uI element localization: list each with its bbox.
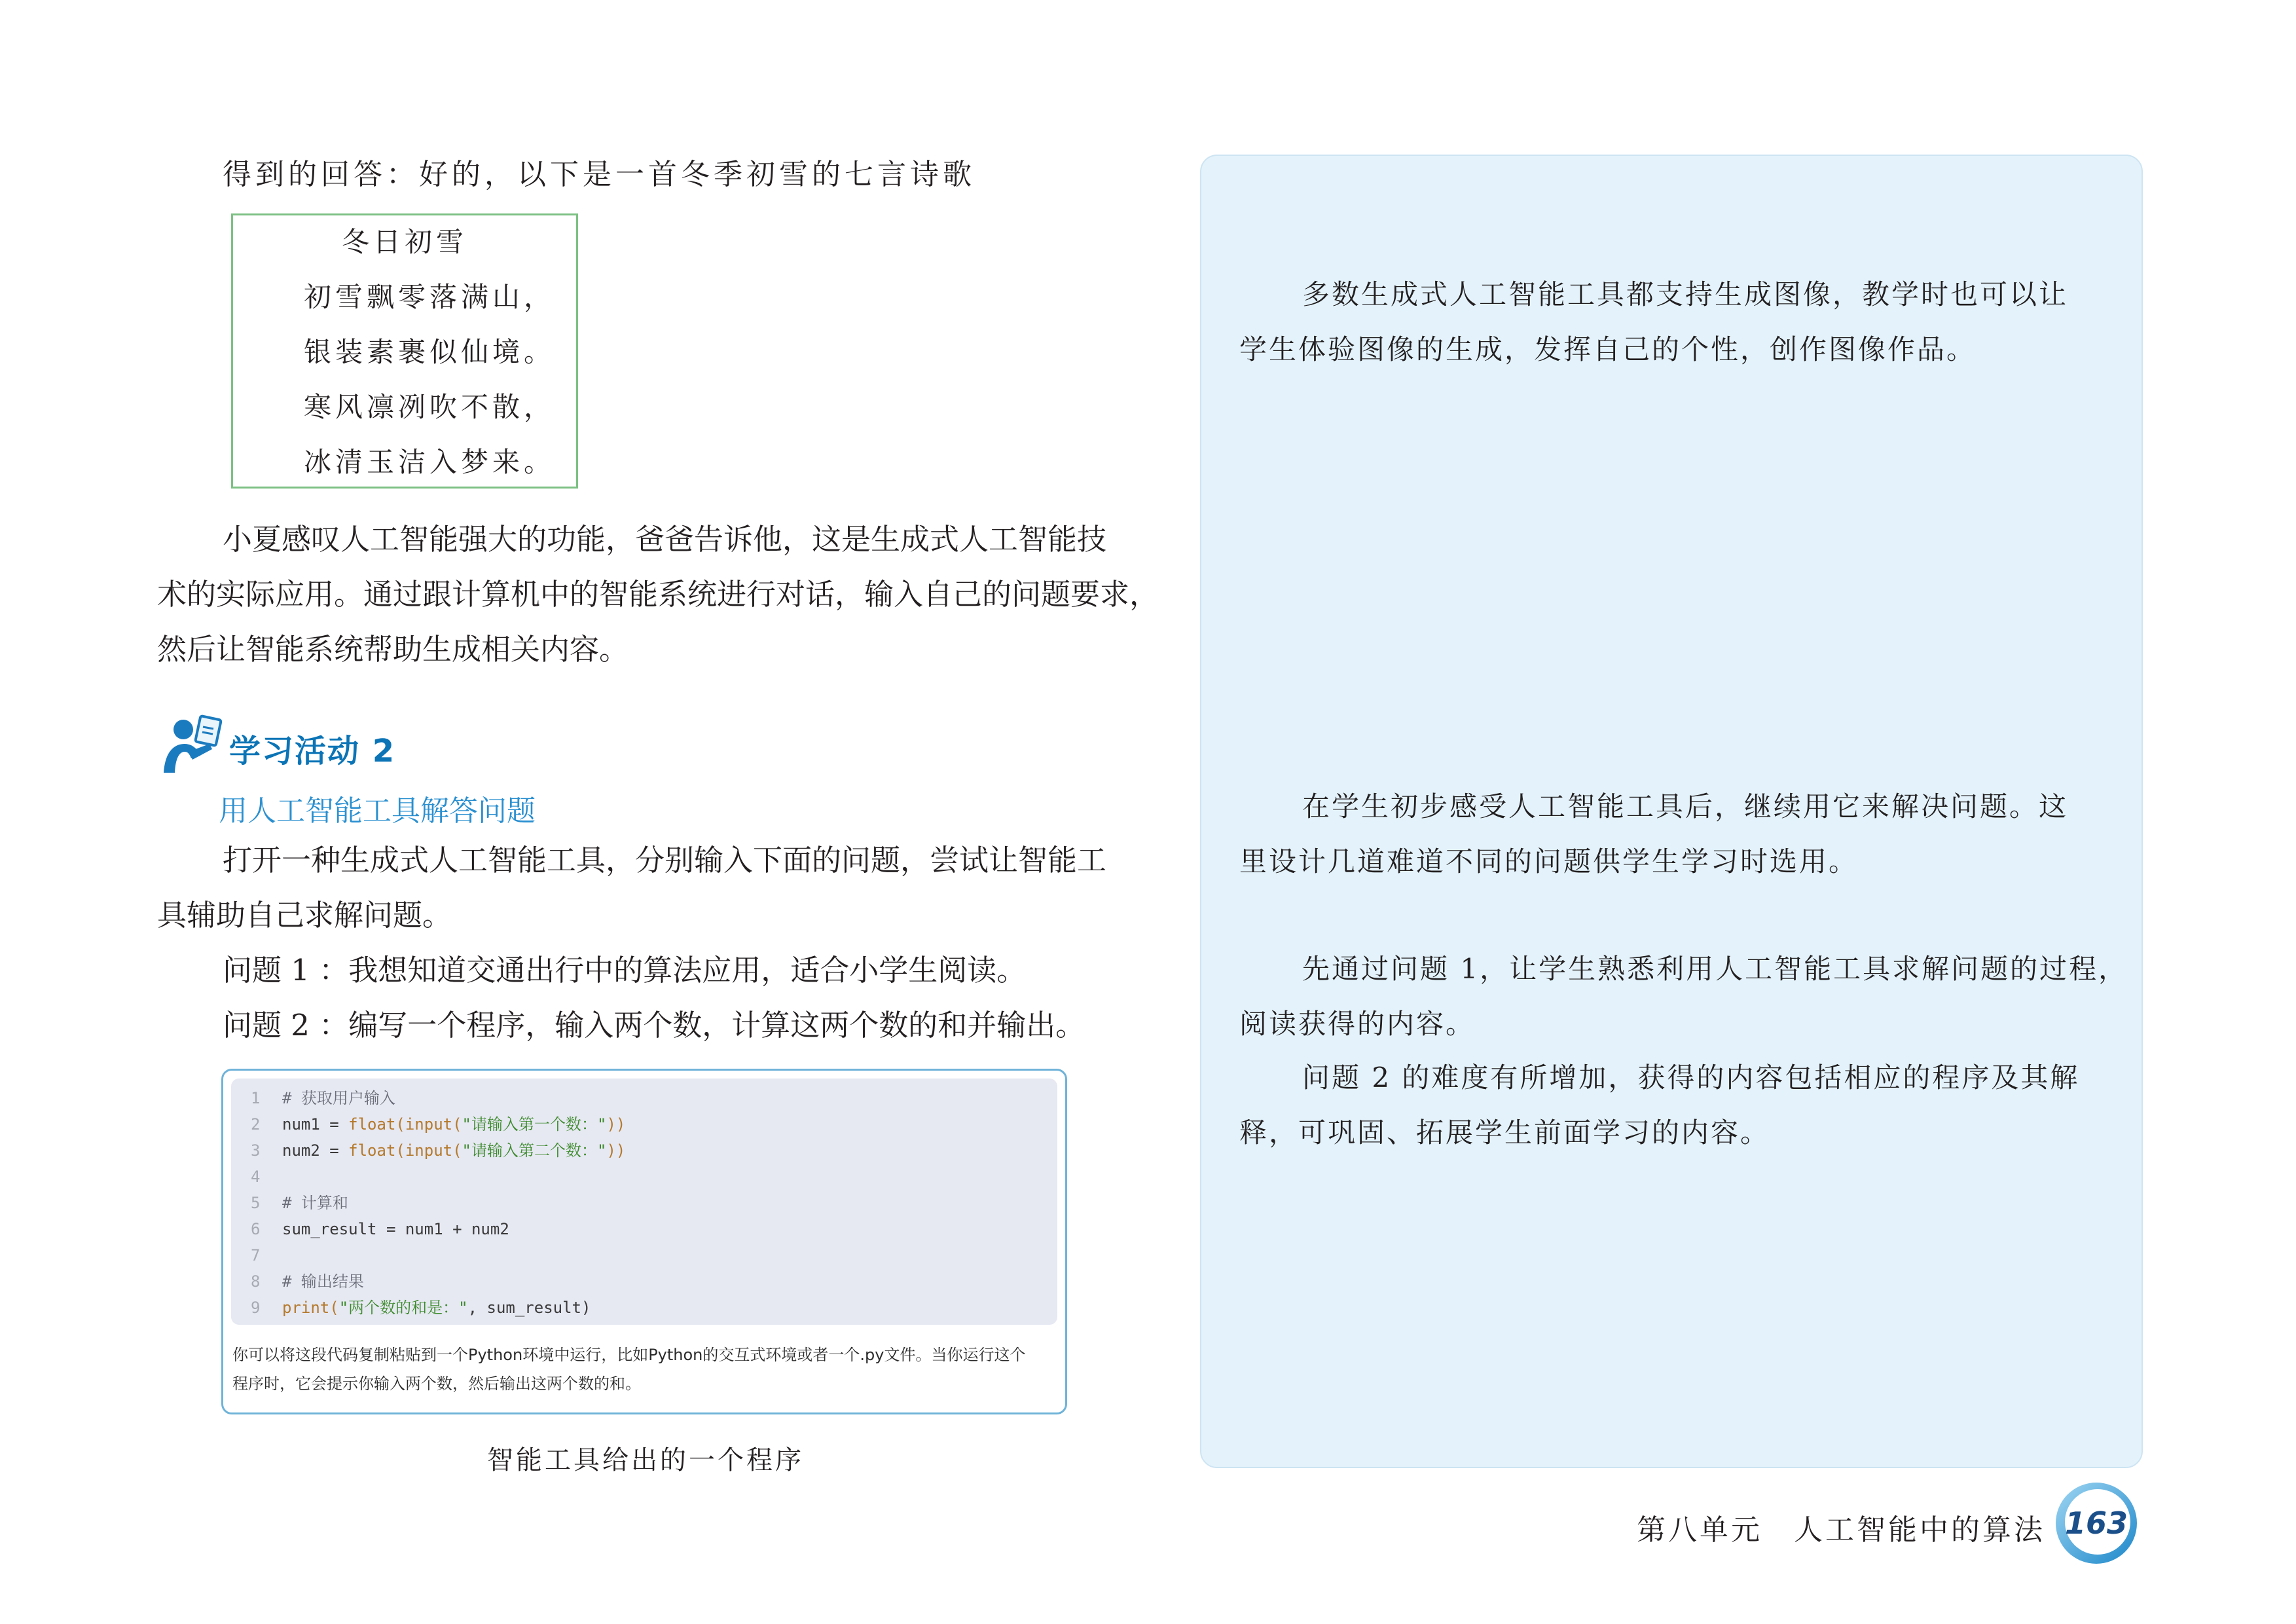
question-1: 问题 1 ：我想知道交通出行中的算法应用，适合小学生阅读。	[223, 953, 1027, 987]
note-line: 释，可巩固、拓展学生前面学习的内容。	[1239, 1116, 1770, 1149]
figure-caption: 智能工具给出的一个程序	[487, 1445, 804, 1475]
code-text: num2 =	[282, 1141, 349, 1160]
code-function: ))	[606, 1115, 626, 1134]
note-paragraph-4	[1239, 1050, 2117, 1160]
code-explanation-line: 你可以将这段代码复制粘贴到一个Python环境中运行，比如Python的交互式环境或者一个.py文件。当你运行这个	[232, 1346, 1026, 1364]
code-string: "请输入第二个数："	[462, 1141, 607, 1160]
line-number: 4	[251, 1168, 261, 1186]
code-text: num1 =	[282, 1115, 349, 1134]
code-line	[251, 1085, 395, 1111]
line-number: 2	[251, 1115, 261, 1134]
poem-line: 冰清玉洁入梦来。	[304, 446, 556, 478]
code-line	[251, 1295, 591, 1321]
code-line	[251, 1111, 625, 1137]
code-line	[251, 1242, 282, 1268]
note-line: 多数生成式人工智能工具都支持生成图像，教学时也可以让	[1302, 278, 2069, 310]
code-function: float(input(	[348, 1115, 462, 1134]
activity-instruction	[157, 833, 1157, 1053]
line-number: 8	[251, 1272, 261, 1291]
paragraph-line: 小夏感叹人工智能强大的功能，爸爸告诉他，这是生成式人工智能技	[223, 522, 1107, 557]
code-screenshot	[221, 1069, 1067, 1414]
teacher-notes-panel	[1200, 155, 2143, 1468]
poem-line: 寒风凛冽吹不散，	[304, 391, 556, 423]
note-line: 在学生初步感受人工智能工具后，继续用它来解决问题。这	[1302, 790, 2069, 822]
code-comment: # 计算和	[282, 1194, 348, 1212]
note-line: 问题 2 的难度有所增加，获得的内容包括相应的程序及其解	[1302, 1061, 2080, 1094]
note-paragraph-1	[1239, 267, 2117, 377]
code-function: float(input(	[348, 1141, 462, 1160]
activity-title: 学习活动 2	[229, 733, 396, 769]
line-number: 3	[251, 1141, 261, 1160]
note-paragraph-2	[1239, 779, 2117, 889]
code-line	[251, 1137, 625, 1164]
line-number: 5	[251, 1194, 261, 1212]
page-number: 163	[2064, 1505, 2128, 1541]
activity-subtitle: 用人工智能工具解答问题	[219, 794, 536, 828]
code-string: "请输入第一个数："	[462, 1115, 607, 1134]
note-line: 里设计几道难道不同的问题供学生学习时选用。	[1239, 845, 1859, 877]
student-learning-icon	[157, 712, 223, 778]
poem-box	[231, 213, 578, 489]
line-number: 1	[251, 1089, 261, 1107]
note-line: 先通过问题 1，让学生熟悉利用人工智能工具求解问题的过程，	[1302, 953, 2128, 985]
paragraph-line: 打开一种生成式人工智能工具，分别输入下面的问题，尝试让智能工	[223, 843, 1107, 877]
code-line	[251, 1268, 364, 1295]
answer-intro: 得到的回答：好的，以下是一首冬季初雪的七言诗歌	[223, 158, 975, 191]
note-paragraph-3	[1239, 942, 2128, 1052]
code-line	[251, 1190, 348, 1216]
line-number: 7	[251, 1246, 261, 1264]
code-function: ))	[606, 1141, 626, 1160]
poem-title: 冬日初雪	[341, 226, 467, 258]
intro-paragraph	[157, 512, 1157, 677]
code-line	[251, 1216, 509, 1242]
code-text: , sum_result)	[467, 1299, 591, 1317]
code-string: "两个数的和是："	[338, 1299, 468, 1317]
code-explanation	[232, 1340, 1057, 1398]
code-comment: # 输出结果	[282, 1272, 364, 1291]
code-explanation-line: 程序时，它会提示你输入两个数，然后输出这两个数的和。	[232, 1375, 641, 1393]
question-2: 问题 2 ：编写一个程序，输入两个数，计算这两个数的和并输出。	[223, 1008, 1085, 1043]
code-block	[231, 1079, 1057, 1325]
paragraph-line: 具辅助自己求解问题。	[157, 898, 452, 932]
poem-line: 初雪飘零落满山，	[304, 281, 556, 313]
line-number: 9	[251, 1299, 261, 1317]
poem-line: 银装素裹似仙境。	[304, 336, 556, 368]
code-function: print(	[282, 1299, 339, 1317]
unit-title: 第八单元 人工智能中的算法	[1637, 1513, 2045, 1547]
code-line	[251, 1164, 282, 1190]
note-line: 学生体验图像的生成，发挥自己的个性，创作图像作品。	[1239, 333, 1977, 365]
line-number: 6	[251, 1220, 261, 1238]
paragraph-line: 然后让智能系统帮助生成相关内容。	[157, 632, 629, 667]
code-comment: # 获取用户输入	[282, 1089, 395, 1107]
paragraph-line: 术的实际应用。通过跟计算机中的智能系统进行对话，输入自己的问题要求，	[157, 577, 1159, 612]
note-line: 阅读获得的内容。	[1239, 1008, 1476, 1040]
code-text: sum_result = num1 + num2	[282, 1220, 509, 1238]
